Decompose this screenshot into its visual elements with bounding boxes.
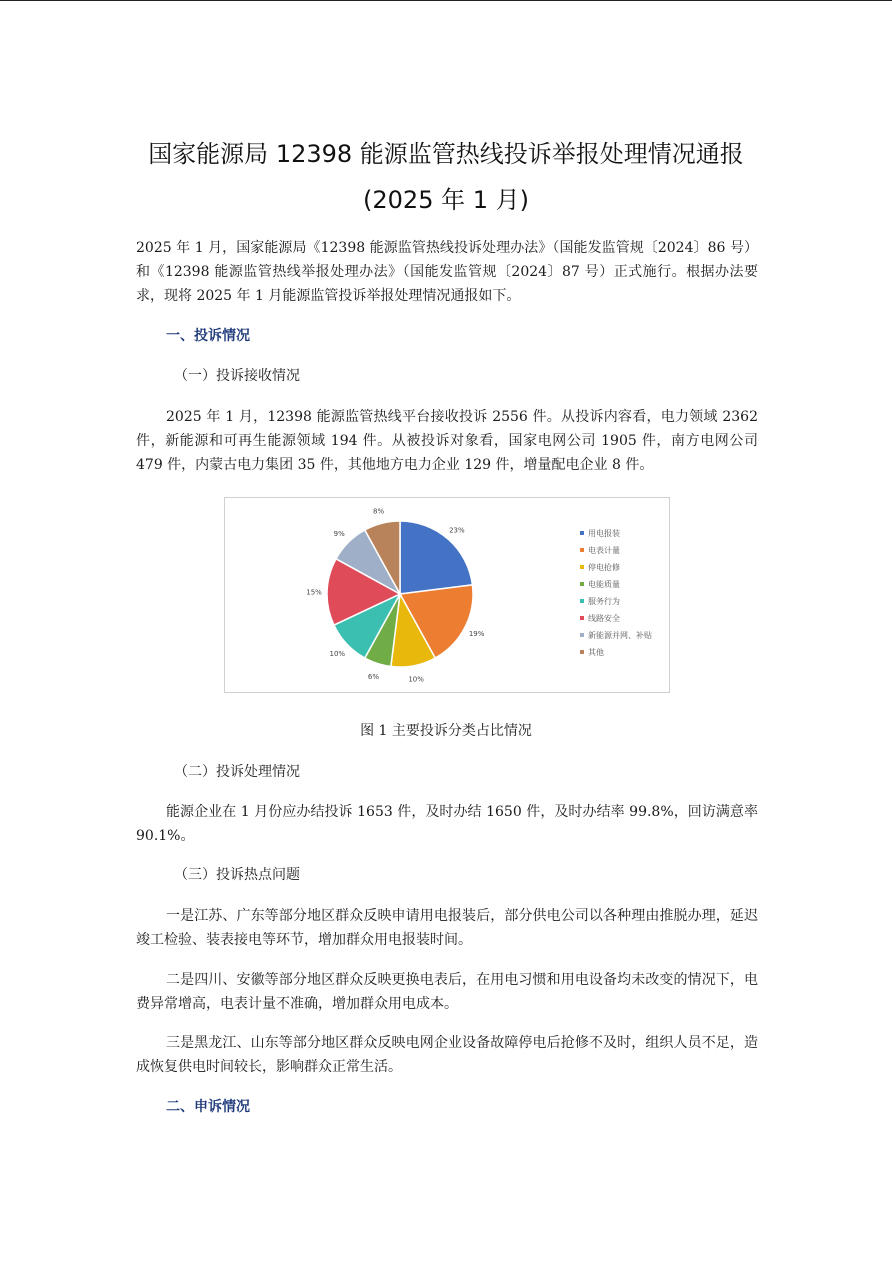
legend-label-5: 服务行为 (588, 597, 620, 606)
legend-label-7: 新能源并网、补贴 (588, 631, 652, 640)
sub2-paragraph: 能源企业在 1 月份应办结投诉 1653 件，及时办结 1650 件，及时办结率 99.8%，回访满意率 90.1%。 (136, 804, 758, 844)
legend-label-1: 用电报装 (588, 529, 620, 538)
section2-heading: 二、申诉情况 (166, 1099, 250, 1115)
pie-data-label-6: 15% (306, 588, 322, 597)
pie-data-label-4: 6% (367, 672, 379, 681)
legend-swatch-3 (580, 565, 584, 569)
sub3-heading: （三）投诉热点问题 (174, 867, 300, 883)
legend-swatch-7 (580, 633, 584, 637)
legend-label-8: 其他 (588, 648, 604, 657)
pie-data-label-2: 19% (468, 630, 485, 639)
sub2-heading: （二）投诉处理情况 (174, 764, 300, 780)
pie-data-label-3: 10% (408, 675, 424, 684)
legend-swatch-2 (580, 548, 584, 552)
pie-data-label-8: 8% (373, 507, 385, 516)
legend-label-3: 停电抢修 (588, 563, 620, 572)
pie-data-label-7: 9% (333, 530, 345, 539)
legend-swatch-1 (580, 531, 584, 535)
legend-swatch-4 (580, 582, 584, 586)
legend-label-4: 电能质量 (588, 580, 620, 589)
section1-heading: 一、投诉情况 (166, 328, 250, 344)
hotspot-paragraph-3: 三是黑龙江、山东等部分地区群众反映电网企业设备故障停电后抢修不及时，组织人员不足，造成恢复供电时间较长，影响群众正常生活。 (136, 1035, 758, 1075)
pie-data-label-1: 23% (449, 526, 465, 535)
pie-chart-svg (225, 498, 669, 692)
intro-paragraph: 2025 年 1 月，国家能源局《12398 能源监管热线投诉处理办法》（国能发监管规〔2024〕86 号）和《12398 能源监管热线举报处理办法》（国能发监管规〔2024〕87 号）正式施行。根据办法要求，现将 2025 年 1 月能源监管投诉举报处理情况通报如下。 (136, 240, 758, 304)
legend-swatch-6 (580, 616, 584, 620)
legend-swatch-8 (580, 650, 584, 654)
page-subtitle: (2025 年 1 月) (363, 186, 529, 214)
sub1-paragraph: 2025 年 1 月，12398 能源监管热线平台接收投诉 2556 件。从投诉内容看，电力领域 2362 件，新能源和可再生能源领域 194 件。从被投诉对象看，国家电网公司 1905 件，南方电网公司 479 件，内蒙古电力集团 35 件，其他地方电力企业 129 件，增量配电企业 8 件。 (136, 409, 758, 473)
pie-data-label-5: 10% (329, 649, 346, 658)
legend-label-2: 电表计量 (588, 546, 620, 555)
sub1-heading: （一）投诉接收情况 (174, 368, 300, 384)
figure-caption: 图 1 主要投诉分类占比情况 (360, 723, 532, 739)
pie-chart (224, 497, 670, 693)
legend-swatch-5 (580, 599, 584, 603)
legend-label-6: 线路安全 (588, 614, 620, 623)
hotspot-paragraph-1: 一是江苏、广东等部分地区群众反映申请用电报装后，部分供电公司以各种理由推脱办理，延迟竣工检验、装表接电等环节，增加群众用电报装时间。 (136, 908, 758, 948)
hotspot-paragraph-2: 二是四川、安徽等部分地区群众反映更换电表后，在用电习惯和用电设备均未改变的情况下，电费异常增高，电表计量不准确，增加群众用电成本。 (136, 972, 758, 1012)
top-rule (0, 0, 892, 1)
page-title: 国家能源局 12398 能源监管热线投诉举报处理情况通报 (148, 140, 744, 168)
